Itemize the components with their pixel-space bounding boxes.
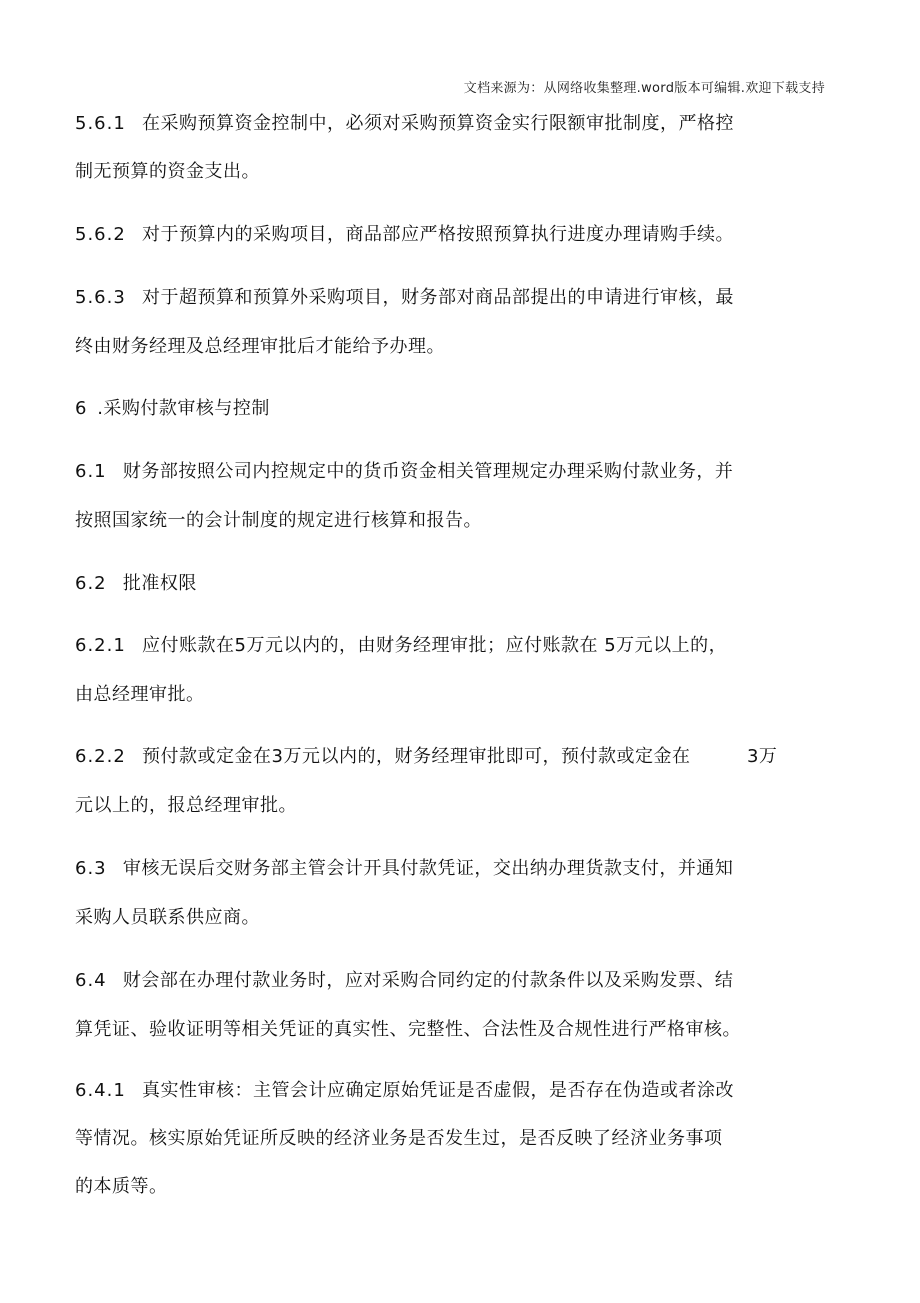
paragraph-text-tail: 3万	[746, 746, 778, 767]
paragraph-6-4-line-2: 算凭证、验收证明等相关凭证的真实性、完整性、合法性及合规性进行严格审核。	[75, 1019, 741, 1040]
paragraph-text: 应付账款在5万元以内的，由财务经理审批；应付账款在 5万元以上的，	[142, 635, 728, 656]
section-number: 5.6.2	[75, 224, 126, 245]
paragraph-text: 审核无误后交财务部主管会计开具付款凭证，交出纳办理货款支付，并通知	[122, 858, 734, 879]
paragraph-6-2-2-line-1	[75, 745, 777, 769]
paragraph-text: 预付款或定金在3万元以内的，财务经理审批即可，预付款或定金在	[142, 746, 691, 767]
paragraph-6-4-1-line-1	[75, 1079, 734, 1103]
section-number: 6.1	[75, 461, 107, 482]
paragraph-6-1-line-2: 按照国家统一的会计制度的规定进行核算和报告。	[75, 510, 482, 531]
section-number: 6	[75, 398, 87, 419]
paragraph-text: 在采购预算资金控制中，必须对采购预算资金实行限额审批制度，严格控	[142, 113, 735, 134]
section-number: 6.3	[75, 858, 107, 879]
section-number: 6.4.1	[75, 1080, 126, 1101]
paragraph-5-6-1-line-2: 制无预算的资金支出。	[75, 161, 260, 182]
section-number: 6.2.1	[75, 635, 126, 656]
paragraph-6-1-line-1	[75, 460, 733, 484]
paragraph-6-2-2-line-2: 元以上的，报总经理审批。	[75, 795, 297, 816]
paragraph-text: 对于超预算和预算外采购项目，财务部对商品部提出的申请进行审核，最	[142, 287, 735, 308]
paragraph-6-4-1-line-2: 等情况。核实原始凭证所反映的经济业务是否发生过，是否反映了经济业务事项	[75, 1128, 723, 1149]
paragraph-6-2-line-1	[75, 572, 197, 596]
paragraph-text: 真实性审核：主管会计应确定原始凭证是否虚假，是否存在伪造或者涂改	[142, 1080, 735, 1101]
paragraph-5-6-3-line-2: 终由财务经理及总经理审批后才能给予办理。	[75, 336, 445, 357]
paragraph-6-2-1-line-1	[75, 634, 727, 658]
section-number: 6.4	[75, 970, 107, 991]
section-number: 6.2	[75, 573, 107, 594]
paragraph-6-3-line-1	[75, 857, 733, 881]
source-note-header: 文档来源为：从网络收集整理.word版本可编辑.欢迎下载支持	[463, 81, 825, 96]
section-title: .采购付款审核与控制	[97, 398, 270, 419]
paragraph-text: 对于预算内的采购项目，商品部应严格按照预算执行进度办理请购手续。	[142, 224, 735, 245]
section-6-heading	[75, 397, 270, 421]
paragraph-6-4-1-line-3: 的本质等。	[75, 1176, 168, 1197]
paragraph-6-3-line-2: 采购人员联系供应商。	[75, 907, 260, 928]
section-number: 5.6.1	[75, 113, 126, 134]
paragraph-5-6-1-line-1	[75, 112, 734, 136]
paragraph-5-6-2-line-1	[75, 223, 734, 247]
section-number: 5.6.3	[75, 287, 126, 308]
paragraph-text: 财务部按照公司内控规定中的货币资金相关管理规定办理采购付款业务，并	[122, 461, 734, 482]
paragraph-text: 批准权限	[122, 573, 197, 594]
section-number: 6.2.2	[75, 746, 126, 767]
paragraph-text: 财会部在办理付款业务时，应对采购合同约定的付款条件以及采购发票、结	[122, 970, 734, 991]
paragraph-6-4-line-1	[75, 969, 733, 993]
paragraph-5-6-3-line-1	[75, 286, 734, 310]
paragraph-6-2-1-line-2: 由总经理审批。	[75, 684, 205, 705]
